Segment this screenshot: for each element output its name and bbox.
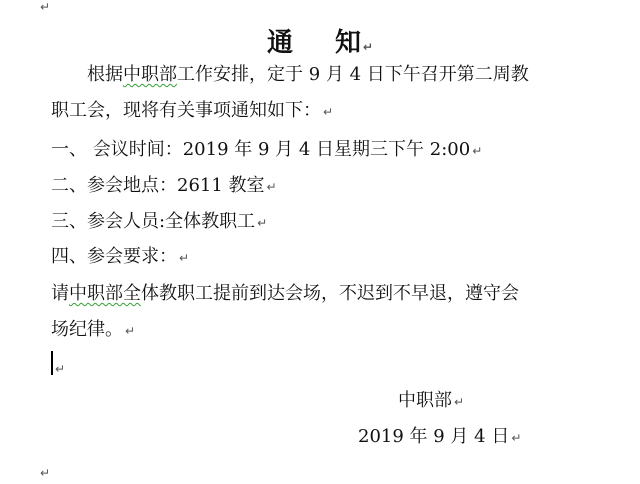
intro-text: 职工会，现将有关事项通知如下： — [51, 100, 321, 121]
item-requirements — [51, 246, 189, 269]
item-text: 四、参会要求： — [51, 246, 177, 267]
paragraph-mark-icon: ↵ — [472, 144, 483, 158]
intro-text: 工作安排，定于 9 月 4 日下午召开第二周教 — [177, 64, 529, 85]
requirement-text: 体教职工提前到达会场，不迟到不早退，遵守会 — [141, 283, 519, 304]
signature-org — [398, 390, 464, 413]
intro-line-2 — [51, 100, 333, 123]
item-attendees — [51, 211, 267, 234]
paragraph-mark-icon: ↵ — [55, 362, 66, 376]
paragraph-mark-icon: ↵ — [40, 466, 51, 480]
paragraph-mark-icon: ↵ — [179, 251, 190, 265]
signature-date — [358, 426, 521, 449]
signature-org-text: 中职部 — [398, 390, 452, 411]
notice-title — [0, 22, 640, 59]
item-meeting-location — [51, 175, 277, 198]
item-text: 一、 会议时间：2019 年 9 月 4 日星期三下午 2:00 — [51, 139, 471, 160]
signature-date-text: 2019 年 9 月 4 日 — [358, 426, 510, 447]
paragraph-mark-icon: ↵ — [125, 324, 136, 338]
requirement-line-2 — [51, 319, 135, 342]
paragraph-mark-icon: ↵ — [323, 105, 334, 119]
paragraph-mark-icon: ↵ — [362, 40, 374, 54]
paragraph-mark-icon: ↵ — [511, 431, 522, 445]
title-char-1: 通 — [266, 28, 293, 58]
item-text: 三、参会人员:全体教职工 — [51, 211, 256, 232]
requirement-text: 场纪律。 — [51, 319, 123, 340]
paragraph-mark-icon: ↵ — [266, 180, 277, 194]
paragraph-mark-icon: ↵ — [40, 0, 51, 14]
intro-org-name: 中职部 — [123, 64, 177, 85]
intro-line-1 — [87, 64, 529, 86]
requirement-text: 请 — [51, 283, 69, 304]
text-cursor — [51, 351, 53, 375]
requirement-org-name: 中职部全 — [69, 283, 141, 304]
paragraph-mark-icon: ↵ — [454, 395, 465, 409]
item-text: 二、参会地点：2611 教室 — [51, 175, 265, 196]
item-meeting-time — [51, 139, 482, 162]
requirement-line-1 — [51, 283, 519, 305]
paragraph-mark-icon: ↵ — [257, 216, 268, 230]
intro-text: 根据 — [87, 64, 123, 85]
title-char-2: 知 — [334, 28, 361, 58]
